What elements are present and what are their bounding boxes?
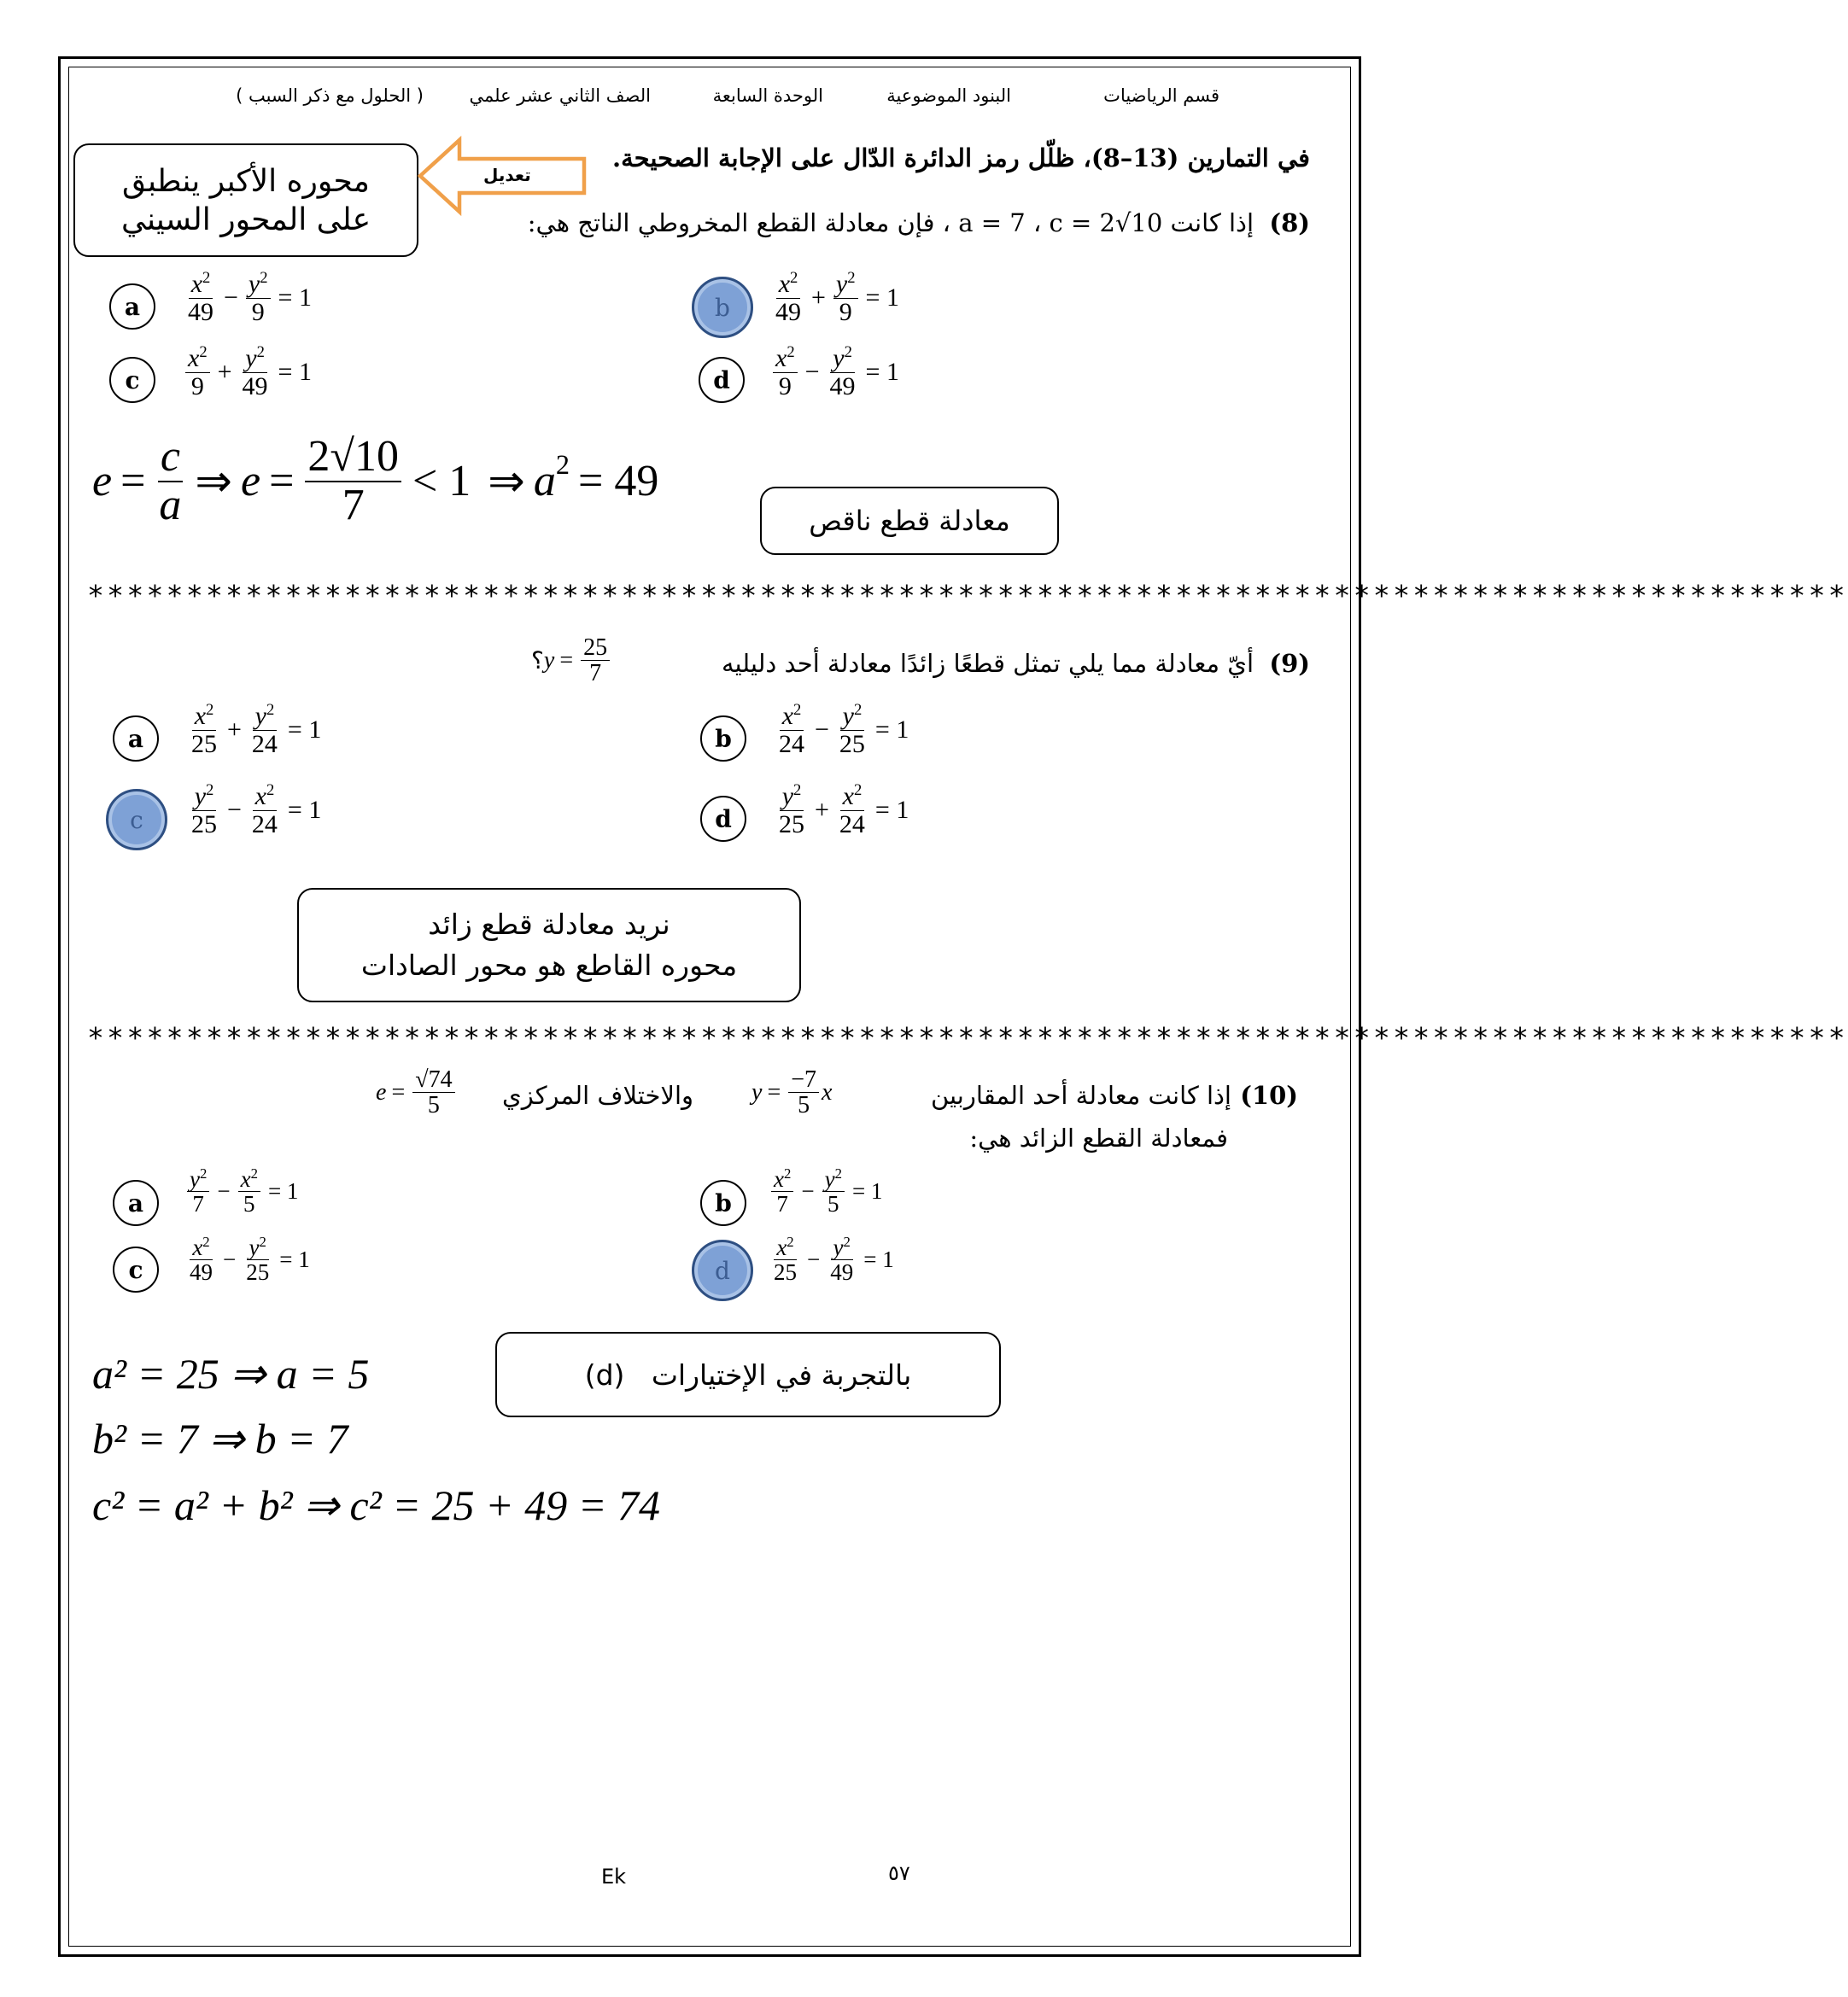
q8-option-c-equation: $\frac{x^2}{9}$ + $\frac{y^2}{49}$ = 1 [183, 344, 317, 400]
separator-stars-2: ***************************************************************************************** [87, 1021, 1848, 1054]
q10-note-box [495, 1332, 1001, 1417]
q8-option-a-equation: $\frac{x^2}{49}$ − $\frac{y^2}{9}$ = 1 [188, 269, 312, 326]
q8-note-text: معادلة قطع ناقص [809, 505, 1010, 537]
q10-option-a-equation: $\frac{y^2}{7}$ − $\frac{x^2}{5}$ = 1 [184, 1166, 303, 1217]
q9-option-a-circle[interactable] [113, 715, 159, 762]
q8-option-d-equation: $\frac{x^2}{9}$ − $\frac{y^2}{49}$ = 1 [770, 344, 904, 400]
q8-option-b-label: b [715, 293, 730, 322]
instruction: في التمارين (13–8)، ظلّل رمز الدائرة الدّال على الإجابة الصحيحة. [612, 143, 1310, 172]
q9-option-c-circle[interactable] [106, 789, 167, 850]
q8-option-b-equation: $\frac{x^2}{49}$ + $\frac{y^2}{9}$ = 1 [775, 269, 899, 326]
q10-eccentricity: e = $\frac{√74}{5}$ [376, 1067, 458, 1118]
q9-option-d-label: d [715, 804, 732, 833]
q8-note-box [760, 487, 1059, 555]
arrow-label: تعديل [483, 165, 531, 185]
q10-work-line-2: b² = 7 ⇒ b = 7 [92, 1415, 348, 1463]
q10-option-b-equation: $\frac{x^2}{7}$ − $\frac{y^2}{5}$ = 1 [769, 1166, 887, 1217]
header-items: البنود الموضوعية [886, 85, 1011, 106]
header-unit: الوحدة السابعة [712, 85, 823, 106]
q8-option-b-circle[interactable] [692, 277, 753, 338]
q8-option-c-circle[interactable] [109, 357, 155, 403]
q9-option-b-circle[interactable] [700, 715, 746, 762]
q10-option-a-label: a [127, 1188, 144, 1217]
q9-option-a-equation: $\frac{x^2}{25}$ + $\frac{y^2}{24}$ = 1 [191, 701, 322, 758]
q9-option-c-equation: $\frac{y^2}{25}$ − $\frac{x^2}{24}$ = 1 [191, 781, 322, 838]
q8-option-c-label: c [125, 365, 140, 394]
q10-option-a-circle[interactable] [113, 1180, 159, 1226]
q9-option-d-circle[interactable] [700, 796, 746, 842]
q9-option-b-equation: $\frac{x^2}{24}$ − $\frac{y^2}{25}$ = 1 [779, 701, 909, 758]
header-note: ( الحلول مع ذكر السبب ) [236, 85, 424, 106]
callout-box [73, 143, 418, 257]
q9-note-box [297, 888, 801, 1002]
q10-option-c-equation: $\frac{x^2}{49}$ − $\frac{y^2}{25}$ = 1 [190, 1234, 310, 1286]
q10-option-b-label: b [715, 1188, 732, 1217]
q9-text: أيّ معادلة مما يلي تمثل قطعًا زائدًا معادلة أحد دليليه [721, 649, 1254, 678]
q9-option-a-label: a [127, 724, 144, 753]
q10-note-text: بالتجربة في الإختيارات (d) [584, 1358, 912, 1392]
q10-number: (10) [1240, 1081, 1298, 1110]
header-dept: قسم الرياضيات [1103, 85, 1219, 106]
q9-note-line-2: محوره القاطع هو محور الصادات [360, 949, 738, 982]
q8-text: إذا كانت a = 7 ، c = 2√10 ، فإن معادلة القطع المخروطي الناتج هي: [527, 208, 1254, 237]
separator-stars-1: ***************************************************************************************** [87, 579, 1848, 612]
q10-option-b-circle[interactable] [700, 1180, 746, 1226]
q8-option-a-circle[interactable] [109, 283, 155, 330]
q8-number: (8) [1269, 208, 1310, 237]
q10-option-d-equation: $\frac{x^2}{25}$ − $\frac{y^2}{49}$ = 1 [774, 1234, 894, 1286]
q10-option-d-label: d [715, 1256, 730, 1285]
q9-option-c-label: c [130, 805, 143, 834]
q8-option-d-label: d [713, 365, 730, 394]
q10-option-d-circle[interactable] [692, 1240, 753, 1301]
q10-work-line-1: a² = 25 ⇒ a = 5 [92, 1350, 370, 1398]
footer-initials: Ek [601, 1865, 627, 1889]
q10-text-c: فمعادلة القطع الزائد هي: [969, 1124, 1228, 1153]
q8-option-d-circle[interactable] [699, 357, 745, 403]
callout-line-1: محوره الأكبر ينطبق [122, 163, 370, 199]
q10-work-line-3: c² = a² + b² ⇒ c² = 25 + 49 = 74 [92, 1481, 660, 1529]
q10-option-c-label: c [128, 1255, 143, 1284]
q8-option-a-label: a [124, 292, 141, 321]
q9-directrix: ؟ y = $\frac{25}{7}$ [531, 635, 612, 686]
header-grade: الصف الثاني عشر علمي [469, 85, 651, 106]
q10-asymptote: y = $\frac{-7}{5}$ x [751, 1066, 833, 1119]
q8-work-equation: e = $\frac{c}{a}$ ⇒ e = $\frac{2√10}{7}$ < 1 ⇒ a $^2$ = 49 [92, 432, 659, 529]
q9-note-line-1: نريد معادلة قطع زائد [428, 908, 670, 942]
q9-option-b-label: b [715, 724, 732, 753]
q9-number: (9) [1269, 649, 1310, 678]
q9-option-d-equation: $\frac{y^2}{25}$ + $\frac{x^2}{24}$ = 1 [779, 781, 909, 838]
callout-line-2: على المحور السيني [120, 201, 371, 237]
q10-option-c-circle[interactable] [113, 1247, 159, 1293]
q10-text-a: إذا كانت معادلة أحد المقاربين [930, 1081, 1231, 1110]
q10-text-b: والاختلاف المركزي [502, 1081, 694, 1110]
page-number: ٥٧ [888, 1861, 910, 1885]
